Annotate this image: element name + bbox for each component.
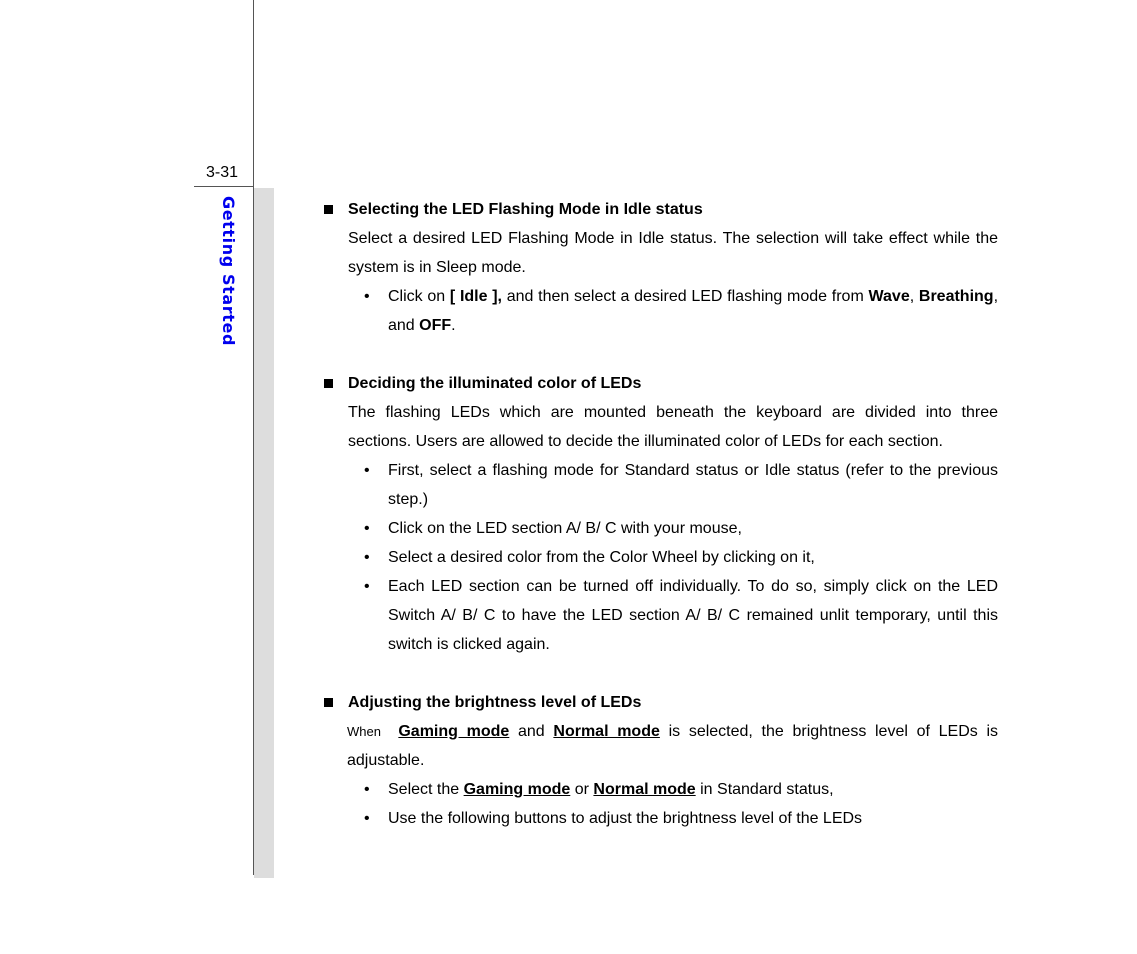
square-bullet-icon: [324, 205, 333, 214]
list-item: [322, 282, 998, 340]
paragraph-text: is selected, the brightness level of LEDs is adjustable.: [347, 723, 999, 769]
section-paragraph: Select a desired LED Flashing Mode in Idle status. The selection will take effect while the system is in Sleep mode.: [348, 230, 998, 276]
list-item: [322, 572, 998, 659]
bold-term-off: OFF: [419, 317, 452, 334]
list-item: [322, 543, 998, 572]
bullet-dot-icon: •: [364, 549, 370, 566]
bullet-text: Click on the LED section A/ B/ C with your mouse,: [388, 520, 742, 537]
square-bullet-icon: [324, 698, 333, 707]
term-gaming-mode: Gaming mode: [463, 781, 571, 798]
section-heading: [322, 688, 998, 717]
section-led-color: [322, 369, 998, 659]
bullet-text: ,: [909, 288, 919, 305]
bullet-text: .: [451, 317, 456, 334]
list-item: [322, 514, 998, 543]
term-normal-mode: Normal mode: [593, 781, 696, 798]
bullet-text: , and: [388, 288, 999, 334]
bullet-text: Select the: [388, 781, 464, 798]
bullet-text: Click on: [388, 288, 450, 305]
section-led-flashing-idle: [322, 195, 998, 340]
square-bullet-icon: [324, 379, 333, 388]
paragraph-text: and: [509, 723, 554, 740]
section-heading-text: Deciding the illuminated color of LEDs: [348, 375, 642, 392]
section-heading: [322, 369, 998, 398]
bullet-dot-icon: •: [364, 462, 370, 479]
term-normal-mode: Normal mode: [553, 723, 660, 740]
bullet-list: [322, 775, 998, 833]
paragraph-when: When: [347, 724, 381, 739]
bullet-text: First, select a flashing mode for Standard status or Idle status (refer to the previous step.): [388, 462, 998, 508]
term-gaming-mode: Gaming mode: [398, 723, 510, 740]
list-item: [322, 804, 998, 833]
bullet-text: Use the following buttons to adjust the brightness level of the LEDs: [388, 810, 863, 827]
section-paragraph: The flashing LEDs which are mounted beneath the keyboard are divided into three sections. Users are allowed to decide the illuminated color of LEDs for each section.: [348, 404, 998, 450]
chapter-side-title: Getting Started: [219, 196, 238, 346]
section-heading-text: Adjusting the brightness level of LEDs: [348, 694, 642, 711]
bullet-list: [322, 282, 998, 340]
bullet-dot-icon: •: [364, 781, 370, 798]
bold-term-wave: Wave: [868, 288, 910, 305]
bullet-text: or: [570, 781, 594, 798]
section-heading: [322, 195, 998, 224]
side-gray-bar: [254, 188, 274, 878]
bullet-dot-icon: •: [364, 578, 370, 595]
bullet-text: and then select a desired LED flashing mode from: [502, 288, 869, 305]
bullet-text: Select a desired color from the Color Wheel by clicking on it,: [388, 549, 815, 566]
page-content: [322, 195, 998, 862]
list-item: [322, 456, 998, 514]
bullet-list: [322, 456, 998, 659]
bullet-text: in Standard status,: [695, 781, 834, 798]
page-number: 3-31: [206, 164, 239, 181]
bullet-dot-icon: •: [364, 810, 370, 827]
bullet-dot-icon: •: [364, 520, 370, 537]
bullet-dot-icon: •: [364, 288, 370, 305]
page-number-rule: [194, 186, 254, 187]
section-heading-text: Selecting the LED Flashing Mode in Idle status: [348, 201, 703, 218]
section-led-brightness: [322, 688, 998, 833]
section-paragraph: [322, 717, 998, 775]
bullet-text: Each LED section can be turned off individually. To do so, simply click on the LED Switch A/ B/ C to have the LED section A/ B/ C remained unlit temporary, until this switch is clicked again.: [388, 578, 998, 653]
bold-term-idle: [ Idle ],: [449, 288, 503, 305]
bold-term-breathing: Breathing: [918, 288, 994, 305]
list-item: [322, 775, 998, 804]
